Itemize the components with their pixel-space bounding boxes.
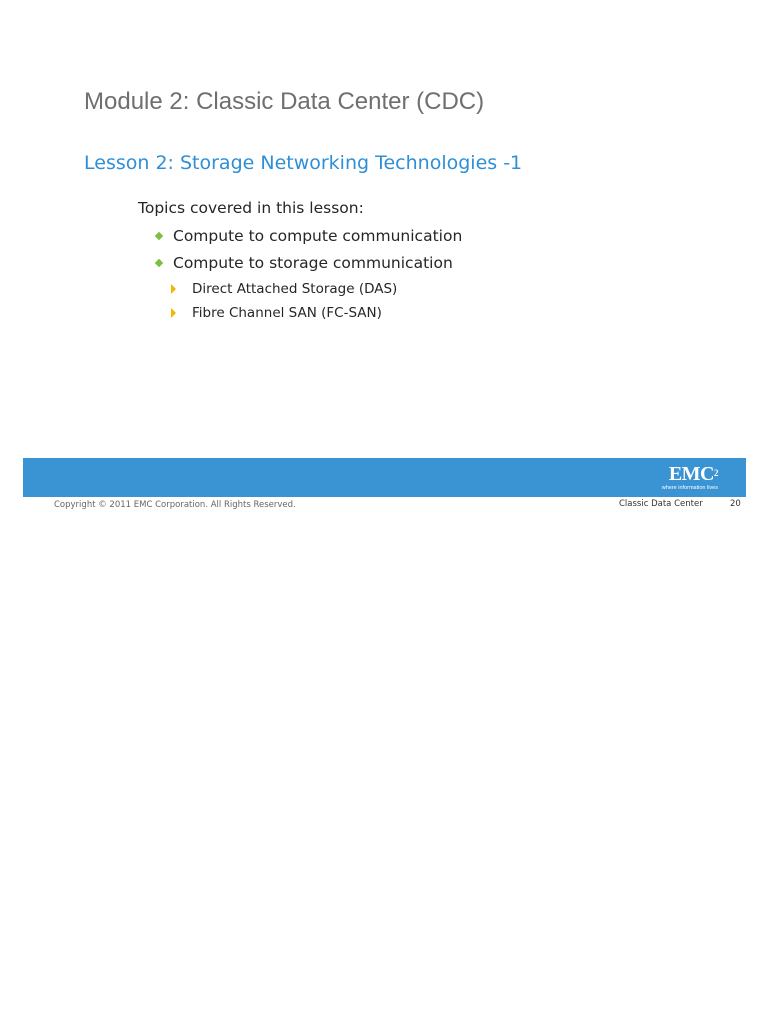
emc-logo <box>662 464 718 492</box>
page-number: 20 <box>730 499 741 509</box>
yellow-arrow-bullet-icon <box>171 308 176 318</box>
logo-tagline: where information lives <box>661 485 718 491</box>
logo-superscript: 2 <box>714 468 718 478</box>
sub-bullet-das <box>171 281 397 297</box>
sub-bullet-text: Fibre Channel SAN (FC-SAN) <box>192 305 382 321</box>
module-title: Module 2: Classic Data Center (CDC) <box>84 88 485 115</box>
green-diamond-bullet-icon <box>155 259 163 267</box>
section-name: Classic Data Center <box>619 499 703 509</box>
green-diamond-bullet-icon <box>155 232 163 240</box>
lesson-title: Lesson 2: Storage Networking Technologies -1 <box>84 152 523 174</box>
copyright-text: Copyright © 2011 EMC Corporation. All Rights Reserved. <box>54 500 296 510</box>
logo-mark-text: EMC <box>668 463 714 485</box>
footer-band <box>23 458 746 497</box>
yellow-arrow-bullet-icon <box>171 284 176 294</box>
bullet-compute-to-storage <box>156 254 453 272</box>
sub-bullet-fc-san <box>171 305 382 321</box>
bullet-text: Compute to compute communication <box>173 227 463 245</box>
sub-bullet-text: Direct Attached Storage (DAS) <box>192 281 398 297</box>
bullet-text: Compute to storage communication <box>173 254 453 272</box>
logo-mark <box>662 464 718 484</box>
bullet-compute-to-compute <box>156 227 462 245</box>
topics-heading: Topics covered in this lesson: <box>138 199 364 217</box>
